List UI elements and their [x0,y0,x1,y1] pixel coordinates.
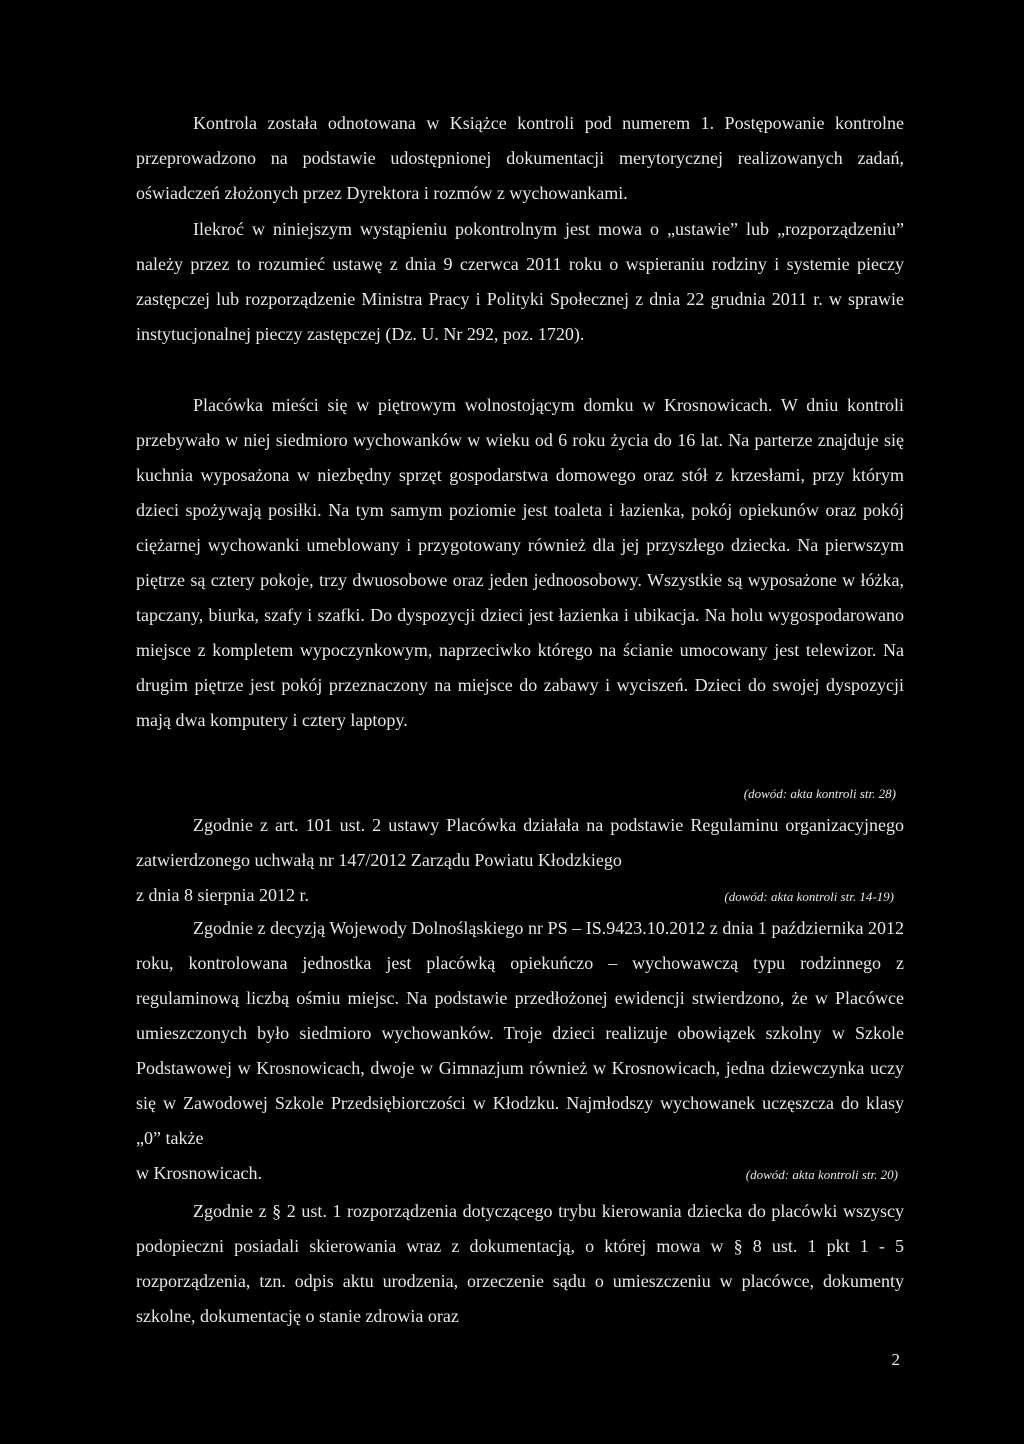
paragraph-facility-description: Placówka mieści się w piętrowym wolnostojącym domku w Krosnowicach. W dniu kontroli przebywało w niej siedmioro wychowanków w wieku od 6 roku życia do 16 lat. Na parterze znajduje się kuchnia wyposażona w niezbędny sprzęt gospodarstwa domowego oraz stół z krzesłami, przy którym dzieci spożywają posiłki. Na tym samym poziomie jest toaleta i łazienka, pokój opiekunów oraz pokój ciężarnej wychowanki umeblowany i przygotowany również dla jej przyszłego dziecka. Na pierwszym piętrze są cztery pokoje, trzy dwuosobowe oraz jeden jednoosobowy. Wszystkie są wyposażone w łóżka, tapczany, biurka, szafy i szafki. Do dyspozycji dzieci jest łazienka i ubikacja. Na holu wygospodarowano miejsce z kompletem wypoczynkowym, naprzeciwko którego na ścianie umocowany jest telewizor. Na drugim piętrze jest pokój przeznaczony na miejsce do zabawy i wyciszeń. Dzieci do swojej dyspozycji mają dwa komputery i cztery laptopy. [136,395,904,730]
paragraph-decision-text: Zgodnie z decyzją Wojewody Dolnośląskiego nr PS – IS.9423.10.2012 z dnia 1 października 2012 roku, kontrolowana jednostka jest placówką opiekuńczo – wychowawczą typu rodzinnego z regulaminową liczbą ośmiu miejsc. Na podstawie przedłożonej ewidencji stwierdzono, że w Placówce umieszczonych było siedmioro wychowanków. Troje dzieci realizuje obowiązek szkolny w Szkole Podstawowej w Krosnowicach, dwoje w Gimnazjum również w Krosnowicach, jedna dziewczynka uczy się w Zawodowej Szkole Przedsiębiorczości w Kłodzku. Najmłodszy wychowanek uczęszcza do klasy „0” także [136,918,904,1148]
paragraph-referrals: Zgodnie z § 2 ust. 1 rozporządzenia dotyczącego trybu kierowania dziecka do placówki wszyscy podopieczni posiadali skierowania wraz z dokumentacją, o której mowa w § 8 ust. 1 pkt 1 - 5 rozporządzenia, tzn. odpis aktu urodzenia, orzeczenie sądu o umieszczeniu w placówce, dokumenty szkolne, dokumentację o stanie zdrowia oraz [136,1201,904,1326]
paragraph-decision-location: w Krosnowicach. [136,1163,262,1183]
citation-evidence: (dowód: akta kontroli str. 28) [743,786,896,801]
paragraph-decision [136,911,904,1192]
paragraph-regulations-date: z dnia 8 sierpnia 2012 r. [136,885,309,905]
paragraph-regulations [136,808,904,914]
paragraph-regulations-tail [136,878,904,914]
paragraph-decision-tail [136,1156,904,1192]
paragraph-definitions: Ilekroć w niniejszym wystąpieniu pokontrolnym jest mowa o „ustawie” lub „rozporządzeniu” należy przez to rozumieć ustawę z dnia 9 czerwca 2011 roku o wspieraniu rodziny i systemie pieczy zastępczej lub rozporządzenie Ministra Pracy i Polityki Społecznej z dnia 22 grudnia 2011 r. w sprawie instytucjonalnej pieczy zastępczej (Dz. U. Nr 292, poz. 1720). [136,219,904,344]
page-number: 2 [891,1350,900,1369]
paragraph-control-record: Kontrola została odnotowana w Książce kontroli pod numerem 1. Postępowanie kontrolne przeprowadzono na podstawie udostępnionej dokumentacji merytorycznej realizowanych zadań, oświadczeń złożonych przez Dyrektora i rozmów z wychowankami. [136,113,904,203]
paragraph-regulations-text: Zgodnie z art. 101 ust. 2 ustawy Placówka działała na podstawie Regulaminu organizacyjnego zatwierdzonego uchwałą nr 147/2012 Zarządu Powiatu Kłodzkiego [136,815,904,870]
citation-evidence: (dowód: akta kontroli str. 20) [745,1167,898,1182]
citation-evidence: (dowód: akta kontroli str. 14-19) [724,889,894,904]
